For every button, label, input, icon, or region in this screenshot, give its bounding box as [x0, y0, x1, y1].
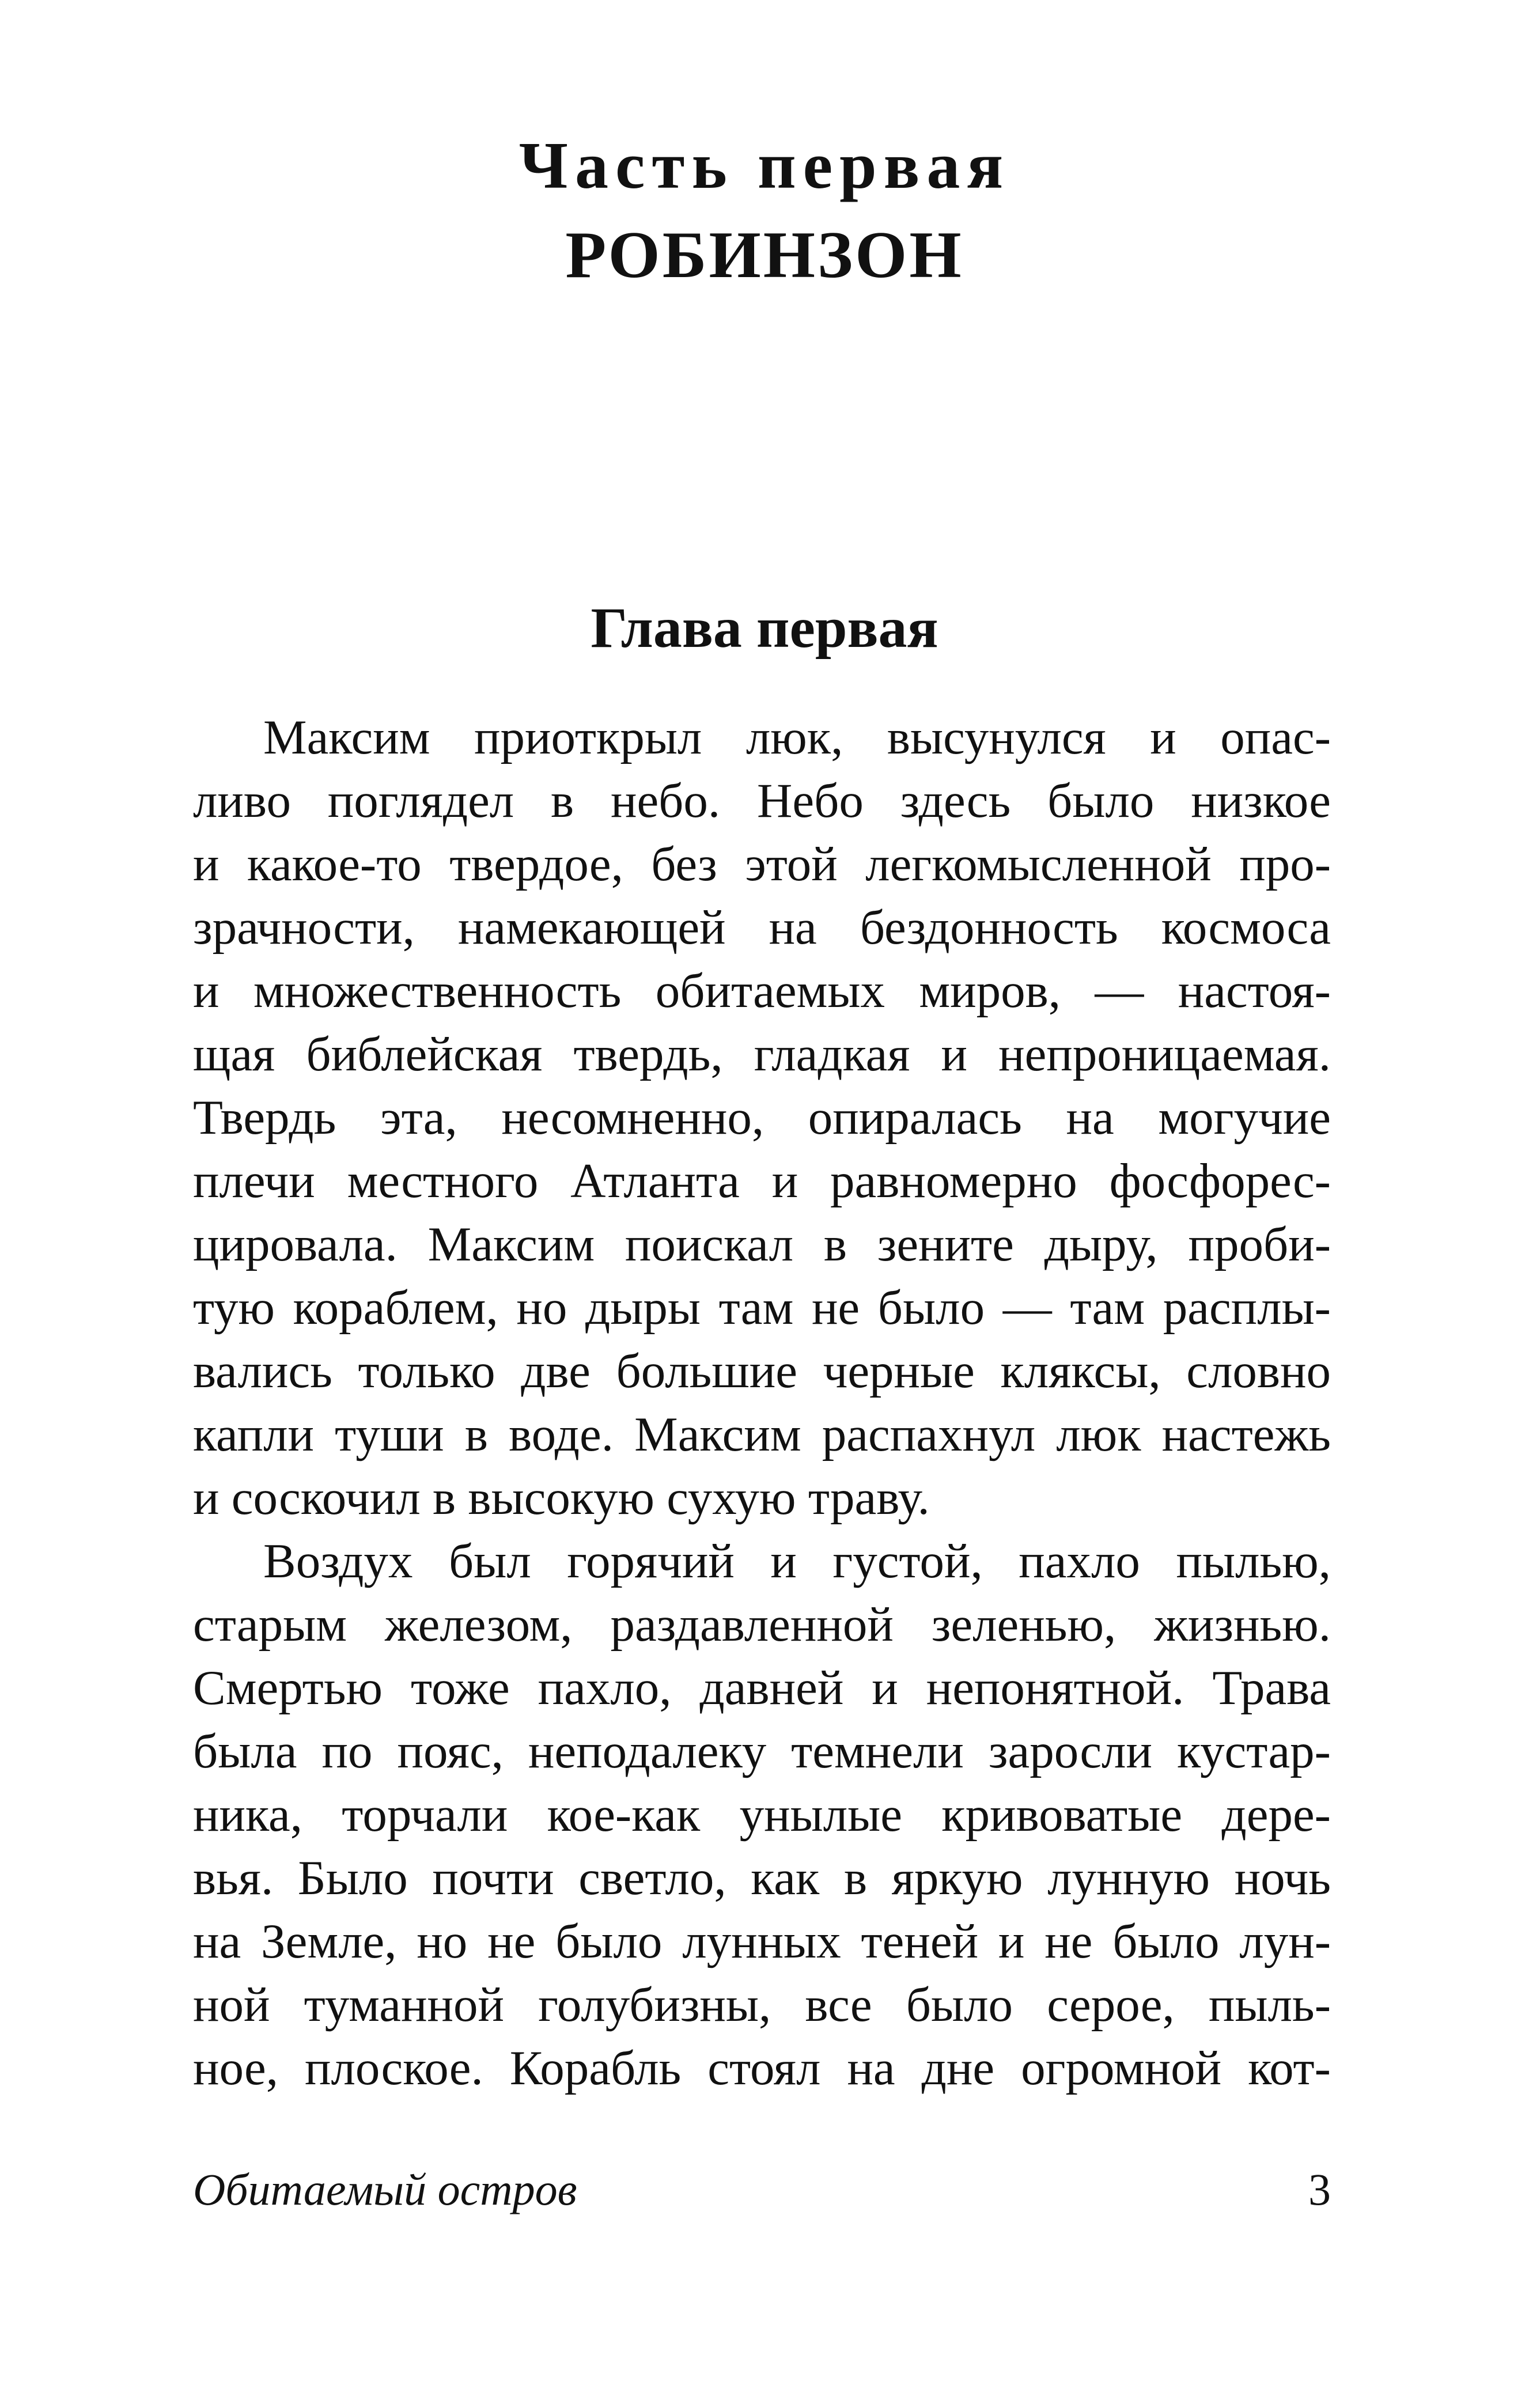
- part-title: Часть первая: [519, 129, 1010, 203]
- text-line: на Земле, но не было лунных теней и не было лун-: [193, 1914, 1331, 1968]
- page-number: 3: [1308, 2164, 1331, 2214]
- text-line: вались только две большие черные кляксы, словно: [193, 1344, 1331, 1398]
- text-line: зрачности, намекающей на бездонность космоса: [193, 900, 1331, 955]
- text-line: тую кораблем, но дыры там не было — там расплы-: [193, 1281, 1331, 1335]
- chapter-title: Глава первая: [591, 596, 938, 660]
- text-line: ной туманной голубизны, все было серое, пыль-: [193, 1978, 1331, 2032]
- text-line: вья. Было почти светло, как в яркую лунную ночь: [193, 1851, 1331, 1905]
- text-line: и соскочил в высокую сухую траву.: [193, 1471, 930, 1525]
- text-line: Воздух был горячий и густой, пахло пылью,: [263, 1534, 1331, 1588]
- text-line: ника, торчали кое-как унылые кривоватые дере-: [193, 1788, 1331, 1842]
- text-line: старым железом, раздавленной зеленью, жизнью.: [193, 1597, 1331, 1652]
- footer-book-title: Обитаемый остров: [193, 2164, 577, 2214]
- text-line: и множественность обитаемых миров, — настоя-: [193, 964, 1331, 1018]
- text-line: ное, плоское. Корабль стоял на дне огромной кот-: [193, 2041, 1331, 2095]
- text-line: щая библейская твердь, гладкая и непроницаемая.: [193, 1027, 1331, 1081]
- text-line: Твердь эта, несомненно, опиралась на могучие: [193, 1091, 1331, 1145]
- text-line: цировала. Максим поискал в зените дыру, проби-: [193, 1217, 1331, 1271]
- text-line: Смертью тоже пахло, давней и непонятной. Трава: [193, 1661, 1331, 1715]
- text-line: капли туши в воде. Максим распахнул люк настежь: [193, 1407, 1331, 1462]
- text-line: была по пояс, неподалеку темнели заросли кустар-: [193, 1724, 1331, 1778]
- text-line: плечи местного Атланта и равномерно фосфорес-: [193, 1154, 1331, 1208]
- text-line: Максим приоткрыл люк, высунулся и опас-: [263, 710, 1331, 764]
- text-line: ливо поглядел в небо. Небо здесь было низкое: [193, 774, 1331, 828]
- text-line: и какое-то твердое, без этой легкомысленной про-: [193, 837, 1331, 891]
- body-text: [193, 706, 1331, 2100]
- part-subtitle: РОБИНЗОН: [565, 218, 964, 292]
